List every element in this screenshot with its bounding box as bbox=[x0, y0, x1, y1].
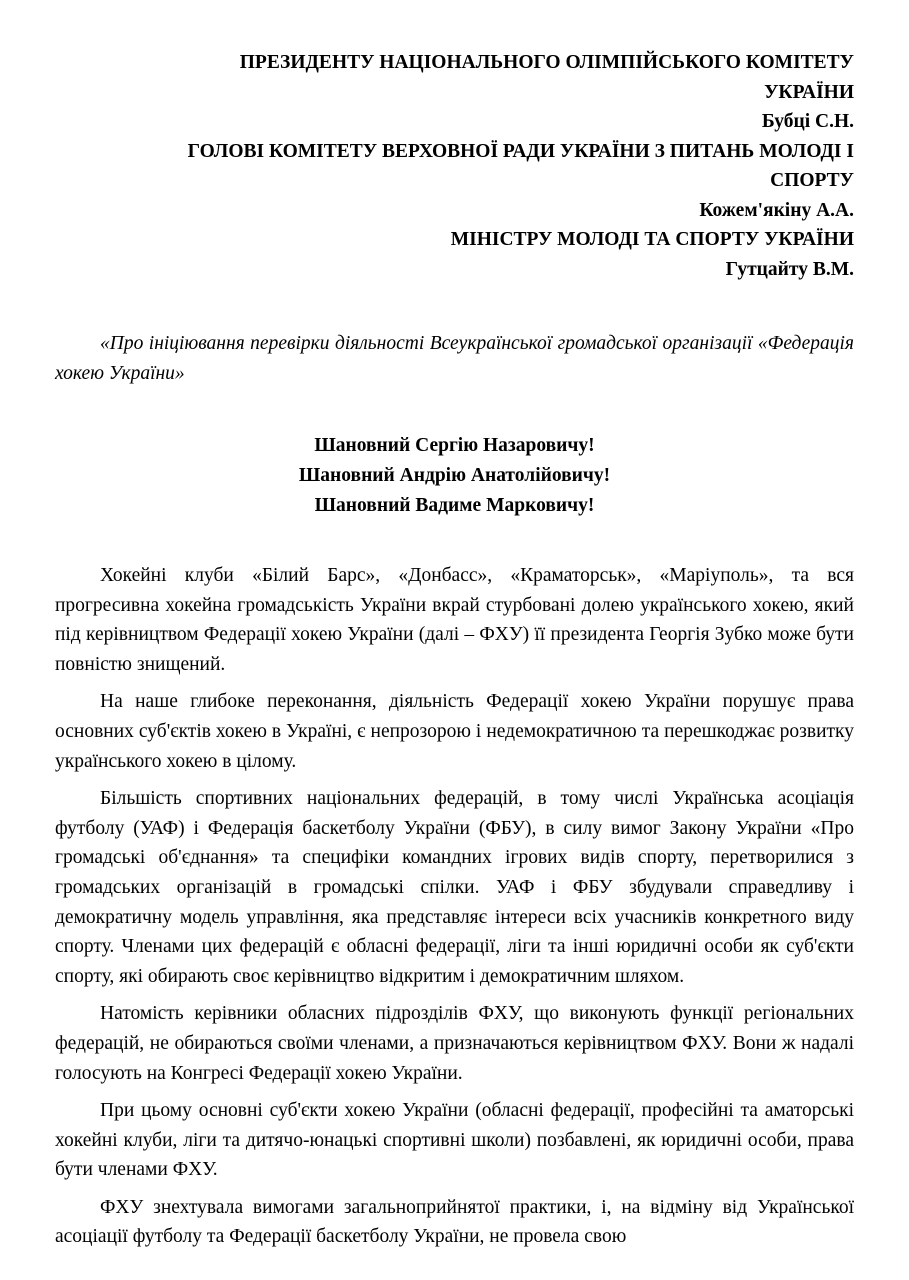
letter-body bbox=[55, 561, 854, 1252]
subject-line: «Про ініціювання перевірки діяльності Всеукраїнської громадської організації «Федерація хокею України» bbox=[55, 333, 854, 384]
letter-page bbox=[55, 48, 854, 1260]
body-paragraph: ФХУ знехтувала вимогами загальноприйнятої практики, і, на відміну від Української асоціації футболу та Федерації баскетболу України, не провела свою bbox=[55, 1196, 854, 1248]
addressee-line: ГОЛОВІ КОМІТЕТУ ВЕРХОВНОЇ РАДИ УКРАЇНИ З ПИТАНЬ МОЛОДІ І bbox=[187, 140, 854, 162]
addressee-block bbox=[55, 48, 854, 284]
addressee-line: Гутцайту В.М. bbox=[725, 258, 854, 280]
body-paragraph: Хокейні клуби «Білий Барс», «Донбасс», «Краматорськ», «Маріуполь», та вся прогресивна хокейна громадськість України вкрай стурбовані долею українського хокею, який під керівництвом Федерації хокею України (далі – ФХУ) її президента Георгія Зубко може бути повністю знищений. bbox=[55, 565, 854, 675]
addressee-line: МІНІСТРУ МОЛОДІ ТА СПОРТУ УКРАЇНИ bbox=[450, 229, 854, 250]
body-paragraph: При цьому основні суб'єкти хокею України (обласні федерації, професійні та аматорські хокейні клуби, ліги та дитячо-юнацькі спортивні школи) позбавлені, як юридичні особи, права бути членами ФХУ. bbox=[55, 1100, 854, 1181]
addressee-line: УКРАЇНИ bbox=[764, 81, 854, 103]
body-paragraph: На наше глибоке переконання, діяльність Федерації хокею України порушує права основних суб'єктів хокею в Україні, є непрозорою і недемократичною та перешкоджає розвитку українського хокею в цілому. bbox=[55, 691, 854, 772]
greetings-block bbox=[55, 431, 854, 521]
greeting-line: Шановний Сергію Назаровичу! bbox=[314, 435, 595, 456]
addressee-line: Бубці С.Н. bbox=[761, 111, 854, 132]
addressee-line: Кожем'якіну А.А. bbox=[699, 199, 854, 221]
greeting-line: Шановний Андрію Анатолійовичу! bbox=[298, 465, 611, 486]
body-paragraph: Натомість керівники обласних підрозділів ФХУ, що виконують функції регіональних федерацій, не обираються своїми членами, а призначаються керівництвом ФХУ. Вони ж надалі голосують на Конгресі Федерації хокею України. bbox=[55, 1003, 854, 1084]
body-paragraph: Більшість спортивних національних федерацій, в тому числі Українська асоціація футболу (УАФ) і Федерація баскетболу України (ФБУ), в силу вимог Закону України «Про громадські об'єднання» та специфіки командних ігрових видів спорту, перетворилися з громадських організацій в громадські спілки. УАФ і ФБУ збудували справедливу і демократичну модель управління, яка представляє інтереси всіх учасників конкретного виду спорту. Членами цих федерацій є обласні федерації, ліги та інші юридичні особи як суб'єкти спорту, які обирають своє керівництво відкритим і демократичним шляхом. bbox=[55, 788, 854, 987]
addressee-line: СПОРТУ bbox=[770, 170, 854, 191]
addressee-line: ПРЕЗИДЕНТУ НАЦІОНАЛЬНОГО ОЛІМПІЙСЬКОГО КОМІТЕТУ bbox=[239, 52, 854, 73]
greeting-line: Шановний Вадиме Марковичу! bbox=[314, 495, 595, 516]
